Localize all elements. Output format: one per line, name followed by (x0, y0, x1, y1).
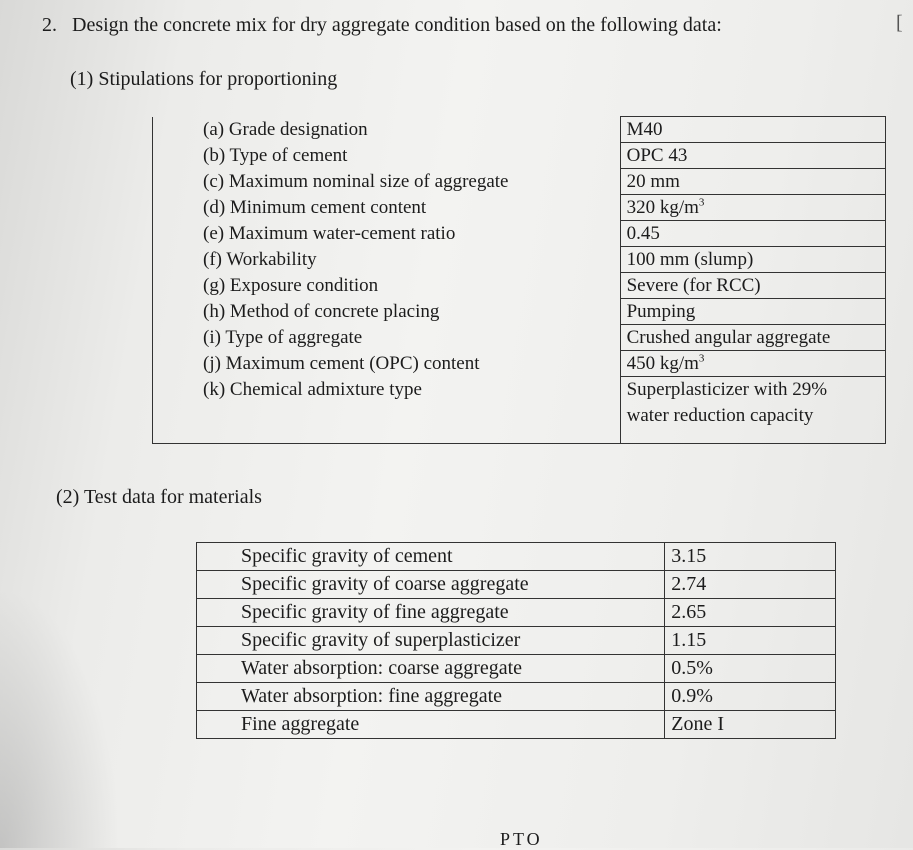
pto-footer: PTO (500, 829, 543, 849)
stipulation-label: (b) Type of cement (153, 143, 621, 169)
stipulation-value: Pumping (620, 299, 885, 325)
value-text: 320 kg/m (626, 197, 699, 218)
test-data-table (196, 542, 836, 739)
material-value: 0.5% (665, 655, 836, 683)
stipulation-value (620, 195, 885, 221)
material-label: Specific gravity of superplasticizer (197, 627, 665, 655)
stipulation-label: (c) Maximum nominal size of aggregate (153, 169, 621, 195)
stipulation-label: (k) Chemical admixture type (153, 377, 621, 444)
value-line-2: water reduction capacity (626, 405, 814, 426)
table-row (153, 325, 886, 351)
value-text: 450 kg/m (626, 353, 699, 374)
stipulation-label: (i) Type of aggregate (153, 325, 621, 351)
table-row (197, 683, 836, 711)
stipulation-value (620, 377, 885, 444)
table-row (197, 571, 836, 599)
material-label: Water absorption: coarse aggregate (197, 655, 665, 683)
table-row (197, 543, 836, 571)
table-row (153, 299, 886, 325)
material-label: Fine aggregate (197, 711, 665, 739)
superscript: 3 (698, 352, 705, 365)
table-row (153, 377, 886, 444)
material-value: 2.74 (665, 571, 836, 599)
table-row (197, 655, 836, 683)
material-value: 2.65 (665, 599, 836, 627)
stipulation-value: Severe (for RCC) (620, 273, 885, 299)
table-row (153, 195, 886, 221)
table-row (153, 351, 886, 377)
material-label: Specific gravity of cement (197, 543, 665, 571)
material-value: 0.9% (665, 683, 836, 711)
stipulation-label: (e) Maximum water-cement ratio (153, 221, 621, 247)
table-row (153, 169, 886, 195)
table-row (153, 143, 886, 169)
stipulation-value: 100 mm (slump) (620, 247, 885, 273)
table-row (153, 117, 886, 143)
table-row (197, 627, 836, 655)
stipulation-label: (a) Grade designation (153, 117, 621, 143)
material-value: 1.15 (665, 627, 836, 655)
material-label: Specific gravity of coarse aggregate (197, 571, 665, 599)
stipulation-value: M40 (620, 117, 885, 143)
table-row (153, 221, 886, 247)
question-text: Design the concrete mix for dry aggregate condition based on the following data: (72, 14, 722, 36)
stipulations-table (152, 116, 886, 444)
stipulation-value (620, 351, 885, 377)
value-line-1: Superplasticizer with 29% (626, 379, 828, 400)
stipulation-value: Crushed angular aggregate (620, 325, 885, 351)
table-row (197, 599, 836, 627)
stipulation-value: 0.45 (620, 221, 885, 247)
stipulation-label: (j) Maximum cement (OPC) content (153, 351, 621, 377)
stipulation-label: (h) Method of concrete placing (153, 299, 621, 325)
stipulation-label: (d) Minimum cement content (153, 195, 621, 221)
page-shadow (0, 588, 120, 848)
material-value: 3.15 (665, 543, 836, 571)
question-number: 2. (42, 14, 57, 36)
material-label: Specific gravity of fine aggregate (197, 599, 665, 627)
marks-bracket: [ (896, 12, 903, 34)
stipulation-value: OPC 43 (620, 143, 885, 169)
section1-heading: (1) Stipulations for proportioning (70, 68, 338, 90)
superscript: 3 (698, 196, 705, 209)
table-row (153, 247, 886, 273)
stipulation-label: (g) Exposure condition (153, 273, 621, 299)
stipulation-value: 20 mm (620, 169, 885, 195)
stipulation-label: (f) Workability (153, 247, 621, 273)
section2-heading: (2) Test data for materials (56, 486, 262, 508)
material-value: Zone I (665, 711, 836, 739)
table-row (197, 711, 836, 739)
material-label: Water absorption: fine aggregate (197, 683, 665, 711)
table-row (153, 273, 886, 299)
